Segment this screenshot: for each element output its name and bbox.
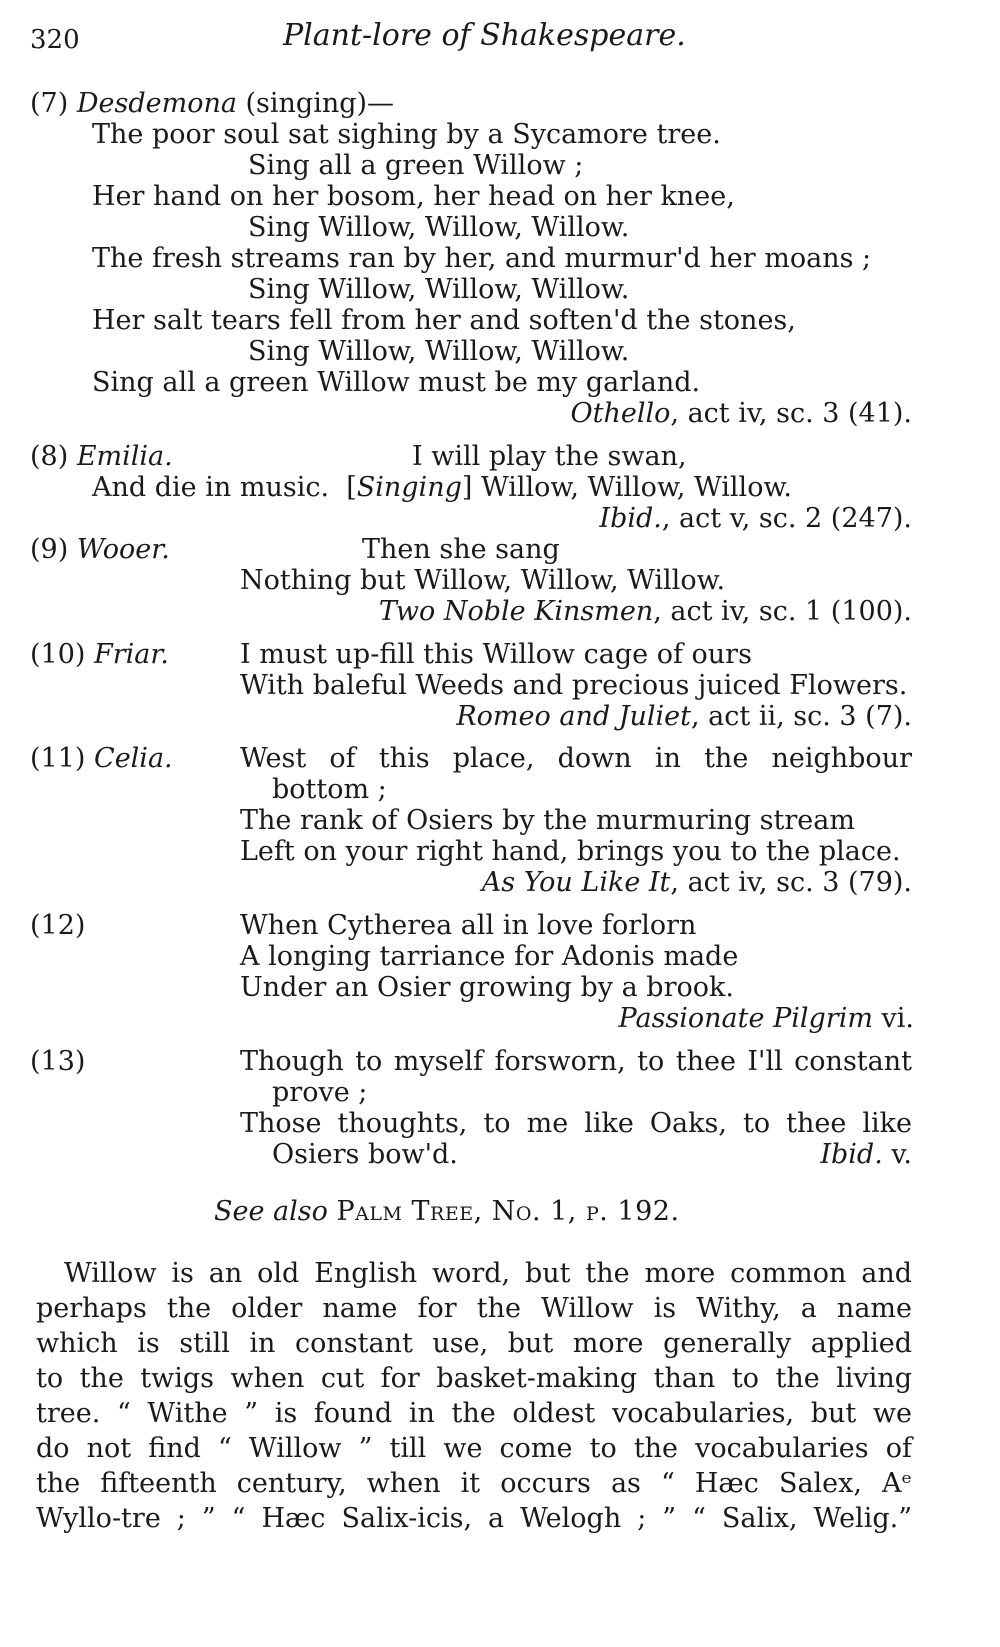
running-title: Plant-lore of Shakespeare. xyxy=(283,18,686,53)
verse-line: Then she sang xyxy=(362,534,560,565)
quote-speaker: Desdemona xyxy=(76,88,237,119)
verse-line: Sing Willow, Willow, Willow. xyxy=(248,336,630,367)
quote-number: (10) xyxy=(30,639,86,670)
paragraph-line: the fifteenth century, when it occurs as “ Hæc Salex, Aᵉ xyxy=(36,1468,912,1499)
verse-line: Her hand on her bosom, her head on her knee, xyxy=(92,181,735,212)
quote-source: Ibid., act v, sc. 2 (247). xyxy=(599,503,912,534)
verse-line: Sing Willow, Willow, Willow. xyxy=(248,274,630,305)
verse-line: West of this place, down in the neighbour xyxy=(240,743,912,774)
verse-line: And die in music. [Singing] Willow, Willow, Willow. xyxy=(92,472,792,503)
verse-line: A longing tarriance for Adonis made xyxy=(240,941,739,972)
verse-line: Though to myself forsworn, to thee I'll constant xyxy=(240,1046,912,1077)
quote-speaker: Celia. xyxy=(94,743,173,774)
quote-speaker: Emilia. xyxy=(76,441,173,472)
quote-source: Passionate Pilgrim vi. xyxy=(618,1003,914,1034)
quote-speaker: Wooer. xyxy=(76,534,170,565)
verse-line: With baleful Weeds and precious juiced Flowers. xyxy=(240,670,908,701)
verse-line: Sing all a green Willow ; xyxy=(248,150,584,181)
paragraph-line: do not find “ Willow ” till we come to the vocabularies of xyxy=(36,1433,912,1464)
verse-line: Nothing but Willow, Willow, Willow. xyxy=(240,565,726,596)
verse-line: Sing Willow, Willow, Willow. xyxy=(248,212,630,243)
verse-line: When Cytherea all in love forlorn xyxy=(240,910,697,941)
verse-line: Sing all a green Willow must be my garland. xyxy=(92,367,701,398)
quote-number: (11) xyxy=(30,743,86,774)
verse-line: Her salt tears fell from her and soften'd the stones, xyxy=(92,305,796,336)
verse-line: The fresh streams ran by her, and murmur'd her moans ; xyxy=(92,243,872,274)
quote-number: (9) xyxy=(30,534,69,565)
paragraph-line: perhaps the older name for the Willow is Withy, a name xyxy=(36,1293,912,1324)
verse-line: Osiers bow'd. xyxy=(272,1139,458,1170)
page-number: 320 xyxy=(30,25,80,55)
quote-speaker: Friar. xyxy=(94,639,169,670)
quote-number: (12) xyxy=(30,910,86,941)
verse-line: The rank of Osiers by the murmuring stream xyxy=(240,805,855,836)
paragraph-line: which is still in constant use, but more generally applied xyxy=(36,1328,912,1359)
quote-source: Romeo and Juliet, act ii, sc. 3 (7). xyxy=(456,701,912,732)
quote-source: Two Noble Kinsmen, act iv, sc. 1 (100). xyxy=(378,596,912,627)
verse-line: bottom ; xyxy=(272,774,387,805)
paragraph-line: to the twigs when cut for basket-making than to the living xyxy=(36,1363,912,1394)
verse-line: I must up-fill this Willow cage of ours xyxy=(240,639,752,670)
quote-source: Ibid. v. xyxy=(820,1139,912,1170)
quote-source: Othello, act iv, sc. 3 (41). xyxy=(570,398,912,429)
verse-line: The poor soul sat sighing by a Sycamore tree. xyxy=(92,119,721,150)
see-also-line: See also Palm Tree, No. 1, p. 192. xyxy=(214,1196,680,1227)
verse-line: I will play the swan, xyxy=(412,441,687,472)
paragraph-line: tree. “ Withe ” is found in the oldest vocabularies, but we xyxy=(36,1398,912,1429)
quote-number: (8) xyxy=(30,441,69,472)
verse-line: Under an Osier growing by a brook. xyxy=(240,972,734,1003)
quote-source: As You Like It, act iv, sc. 3 (79). xyxy=(481,867,912,898)
quote-speaker-note: (singing)— xyxy=(236,88,395,119)
verse-line: Those thoughts, to me like Oaks, to thee like xyxy=(240,1108,912,1139)
verse-line: prove ; xyxy=(272,1077,368,1108)
paragraph-line: Wyllo-tre ; ” “ Hæc Salix-icis, a Welogh ; ” “ Salix, Welig.” xyxy=(36,1503,912,1534)
verse-line: Left on your right hand, brings you to the place. xyxy=(240,836,901,867)
quote-number: (13) xyxy=(30,1046,86,1077)
paragraph-line: Willow is an old English word, but the more common and xyxy=(64,1258,912,1289)
quote-number: (7) xyxy=(30,88,69,119)
